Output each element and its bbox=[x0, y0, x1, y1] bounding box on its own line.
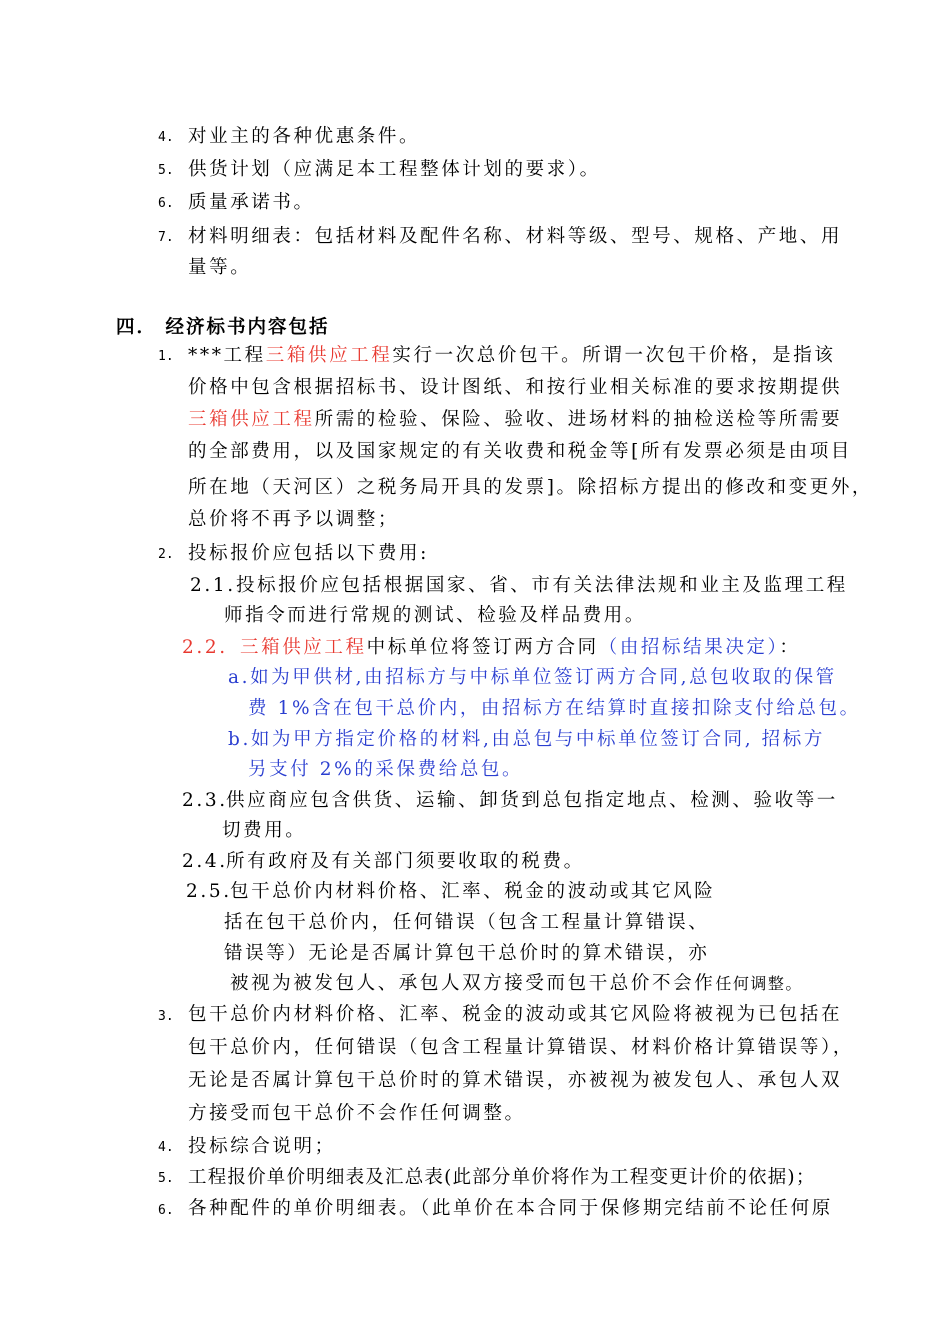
subitem-text: b.如为甲方指定价格的材料,由总包与中标单位签订合同, 招标方 bbox=[228, 729, 825, 750]
list-number: 3. bbox=[158, 1009, 174, 1024]
subitem-text: 师指令而进行常规的测试、检验及样品费用。 bbox=[224, 605, 647, 626]
subitem-text: 括在包干总价内，任何错误（包含工程量计算错误、 bbox=[224, 912, 710, 933]
subitem-text: 切费用。 bbox=[222, 820, 307, 841]
item1-line bbox=[188, 344, 835, 368]
subitem-text: a.如为甲供材,由招标方与中标单位签订两方合同,总包收取的保管 bbox=[228, 667, 837, 688]
list-number: 4. bbox=[158, 1140, 174, 1155]
subitem-number: 2.5. bbox=[186, 881, 232, 902]
text-run: 所需的检验、保险、验收、进场材料的抽检送检等所需要 bbox=[314, 409, 843, 430]
item5-text: 工程报价单价明细表及汇总表(此部分单价将作为工程变更计价的依据)； bbox=[188, 1167, 816, 1188]
item1-line: 价格中包含根据招标书、设计图纸、和按行业相关标准的要求按期提供 bbox=[188, 377, 843, 398]
list-number: 5. bbox=[158, 163, 174, 178]
subitem-number: 2.1. bbox=[190, 575, 236, 596]
list-item-text: 材料明细表：包括材料及配件名称、材料等级、型号、规格、产地、用 bbox=[188, 226, 843, 247]
subitem-text: 所有政府及有关部门须要收取的税费。 bbox=[226, 851, 585, 872]
list-number: 7. bbox=[158, 230, 174, 245]
item3-line: 包干总价内材料价格、汇率、税金的波动或其它风险将被视为已包括在 bbox=[188, 1004, 843, 1025]
text-run: ***工程 bbox=[188, 345, 266, 366]
list-number: 6. bbox=[158, 196, 174, 211]
list-number: 5. bbox=[158, 1171, 174, 1186]
subitem-number: 2.2. bbox=[182, 637, 228, 658]
text-run: ： bbox=[779, 637, 801, 658]
text-run: 被视为被发包人、承包人双方接受而包干总价不会作 bbox=[230, 973, 716, 994]
list-number: 4. bbox=[158, 130, 174, 145]
list-number: 6. bbox=[158, 1203, 174, 1218]
text-run: 实行一次总价包干。所谓一次包干价格，是指该 bbox=[392, 345, 836, 366]
subitem-text: 费 1%含在包干总价内，由招标方在结算时直接扣除支付给总包。 bbox=[248, 698, 861, 719]
subitem-text: 供应商应包含供货、运输、卸货到总包指定地点、检测、验收等一 bbox=[226, 790, 838, 811]
list-item-text: 对业主的各种优惠条件。 bbox=[188, 126, 421, 147]
list-item-text: 供货计划（应满足本工程整体计划的要求）。 bbox=[188, 159, 601, 180]
item6-text: 各种配件的单价明细表。（此单价在本合同于保修期完结前不论任何原 bbox=[188, 1198, 833, 1219]
text-run: 任何调整。 bbox=[715, 974, 803, 993]
item3-line: 包干总价内，任何错误（包含工程量计算错误、材料价格计算错误等）， bbox=[188, 1037, 854, 1058]
list-item-text: 质量承诺书。 bbox=[188, 192, 315, 213]
subitem-text: 错误等）无论是否属计算包干总价时的算术错误，亦 bbox=[224, 943, 710, 964]
item1-line: 的全部费用，以及国家规定的有关收费和税金等[所有发票必须是由项目 bbox=[188, 441, 852, 462]
item3-line: 无论是否属计算包干总价时的算术错误，亦被视为被发包人、承包人双 bbox=[188, 1070, 843, 1091]
subitem-number: 2.4. bbox=[182, 851, 228, 872]
subitem-text bbox=[240, 636, 800, 660]
highlight-blue: （由招标结果决定） bbox=[598, 637, 780, 658]
text-run: 中标单位将签订两方合同 bbox=[366, 637, 599, 658]
subitem-text bbox=[230, 972, 803, 996]
subitem-text: 另支付 2%的采保费给总包。 bbox=[248, 759, 524, 780]
item4-text: 投标综合说明； bbox=[188, 1136, 336, 1157]
item1-line: 所在地（天河区）之税务局开具的发票]。除招标方提出的修改和变更外， bbox=[188, 477, 874, 498]
highlight-red: 三箱供应工程 bbox=[188, 409, 315, 430]
item1-line: 总价将不再予以调整； bbox=[188, 509, 400, 530]
list-item-text: 量等。 bbox=[188, 257, 252, 278]
item1-line bbox=[188, 408, 842, 432]
subitem-text: 投标报价应包括根据国家、省、市有关法律法规和业主及监理工程 bbox=[236, 575, 848, 596]
item3-line: 方接受而包干总价不会作任何调整。 bbox=[188, 1103, 526, 1124]
subitem-number: 2.3. bbox=[182, 790, 228, 811]
list-number: 1. bbox=[158, 349, 174, 364]
subitem-text: 包干总价内材料价格、汇率、税金的波动或其它风险 bbox=[230, 881, 716, 902]
item2-text: 投标报价应包括以下费用: bbox=[188, 543, 429, 564]
highlight-red: 三箱供应工程 bbox=[240, 637, 367, 658]
section-heading: 四． 经济标书内容包括 bbox=[116, 317, 330, 338]
list-number: 2. bbox=[158, 547, 174, 562]
highlight-red: 三箱供应工程 bbox=[265, 345, 393, 366]
